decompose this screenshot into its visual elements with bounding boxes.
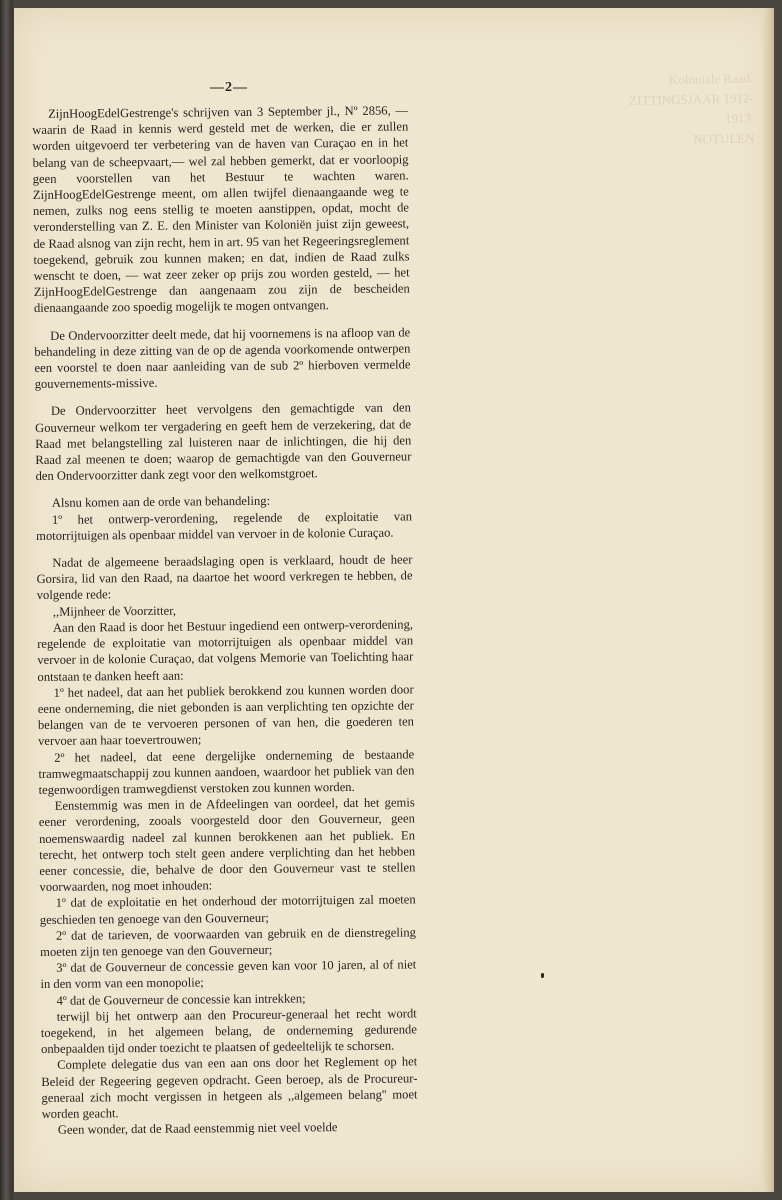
- ink-speck: [541, 973, 544, 978]
- page-edge: [762, 8, 774, 1192]
- paragraph: Eenstemmig was men in de Afdeelingen van oordeel, dat het gemis eener verordening, zooals voorgesteld door den Gouverneur, geen noemenswaardig nadeel zal kunnen berokkenen aan het publiek. En terecht, het ontwerp toch stelt geen andere verplichting dan het hebben eener concessie, die, behalve de door den Gouverneur vast te stellen voorwaarden, nog moet inhouden:: [38, 795, 416, 895]
- paragraph: Nadat de algemeene beraadslaging open is verklaard, houdt de heer Gorsira, lid van den Raad, na daartoe het woord verkregen te hebben, de volgende rede:: [36, 552, 413, 603]
- paragraph: De Ondervoorzitter heet vervolgens den gemachtigde van den Gouverneur welkom ter vergadering en geeft hem de verzekering, dat de Raad met belangstelling zal luisteren naar de inlichtingen, die hij den Raad zal meenen te doen; waarop de gemachtigde van den Gouverneur den Ondervoorzitter dank zegt voor den welkomstgroet.: [35, 400, 412, 484]
- paragraph: Aan den Raad is door het Bestuur ingediend een ontwerp-verordening, regelende de exploitatie van motorrijtuigen als openbaar middel van vervoer in de kolonie Curaçao, dat volgens Memorie van Toelichting haar ontstaan te danken heeft aan:: [37, 617, 414, 684]
- paragraph: Alsnu komen aan de orde van behandeling:: [51, 494, 271, 511]
- document-page: [14, 8, 774, 1192]
- paragraph: 4º dat de Gouverneur de concessie kan intrekken;: [56, 990, 306, 1008]
- bleed-through-text: Koloniale Raad. ZITTINGSJAAR 1912-1913. NOTULEN: [629, 70, 755, 147]
- paragraph: Complete delegatie dus van een aan ons door het Reglement op het Beleid der Regeering gegeven opdracht. Geen beroep, als de Procureur-generaal zich mocht vergissen in hetgeen als ,,algemeen belang'' moet worden geacht.: [41, 1054, 418, 1121]
- paragraph: Geen wonder, dat de Raad eenstemmig niet veel voelde: [57, 1120, 338, 1137]
- paragraph: ,,Mijnheer de Voorzitter,: [52, 603, 177, 619]
- page-number: —2—: [210, 80, 248, 95]
- paragraph: 2º het nadeel, dat eene dergelijke onderneming de bestaande tramwegmaatschappij zou kunnen aandoen, waardoor het publiek van den tegenwoordigen tramwegdienst verstoken zou kunnen worden.: [38, 746, 415, 797]
- paragraph: 1º het nadeel, dat aan het publiek berokkend zou kunnen worden door eene onderneming, die niet gebonden is aan verplichting ten opzichte der belangen van de te vervoeren personen of van hen, die goederen ten vervoer aan haar toevertrouwen;: [37, 682, 414, 749]
- paragraph: 1º het ontwerp-verordening, regelende de exploitatie van motorrijtuigen als openbaar middel van vervoer in de kolonie Curaçao.: [36, 509, 413, 543]
- paragraph: ZijnHoogEdelGestrenge's schrijven van 3 September jl., Nº 2856, — waarin de Raad in kennis werd gesteld met de werken, die er zullen worden uitgevoerd ter verbetering van de haven van Curaçao en in het belang van de scheepvaart,— wel zal hebben gemerkt, dat er voorloopig geen voorstellen van het Bestuur te wachten waren. ZijnHoogEdelGestrenge meent, om allen twijfel dienaangaande weg te nemen, zulks nog eens stellig te moeten aanstippen, opdat, mocht de veronderstelling van Z. E. den Minister van Koloniën juist zijn geweest, de Raad alsnog van zijn recht, hem in art. 95 van het Regeeringsreglement toegekend, gebruik zou kunnen maken; en dat, indien de Raad zulks wenscht te doen, — wat zeer zeker op prijs zou worden gesteld, — het ZijnHoogEdelGestrenge dan aangenaam zou zijn de bescheiden dienaangaande zoo spoedig mogelijk te mogen ontvangen.: [32, 103, 410, 316]
- paragraph: 1º dat de exploitatie en het onderhoud der motorrijtuigen zal moeten geschieden ten genoege van den Gouverneur;: [39, 892, 416, 927]
- body-text: [32, 102, 418, 1138]
- paragraph: terwijl bij het ontwerp aan den Procureur-generaal het recht wordt toegekend, in het algemeen belang, de onderneming gedurende onbepaalden tijd onder toezicht te plaatsen of gedeeltelijk te schorsen.: [40, 1006, 417, 1057]
- paragraph: De Ondervoorzitter deelt mede, dat hij voornemens is na afloop van de behandeling in deze zitting van de op de agenda voorkomende ontwerpen een voorstel te doen naar aanleiding van de sub 2º hierboven vermelde gouvernements-missive.: [34, 325, 411, 392]
- paragraph: 2º dat de tarieven, de voorwaarden van gebruik en de dienstregeling moeten zijn ten genoege van den Gouverneur;: [40, 925, 417, 959]
- paragraph: 3º dat de Gouverneur de concessie geven kan voor 10 jaren, al of niet in den vorm van een monopolie;: [40, 957, 417, 992]
